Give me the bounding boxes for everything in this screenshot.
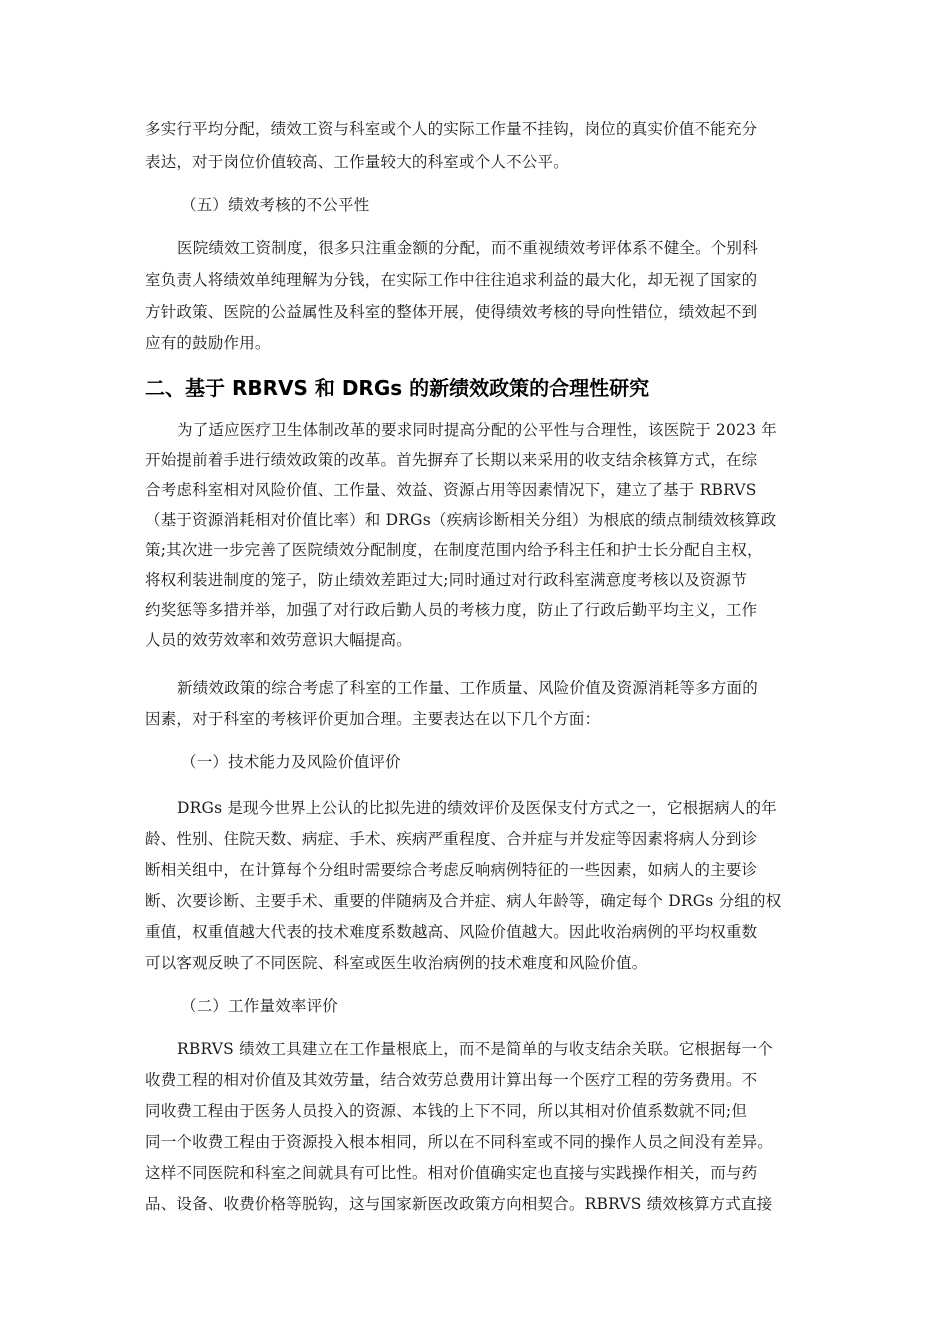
paragraph-line: 约奖惩等多措并举，加强了对行政后勤人员的考核力度，防止了行政后勤平均主义，工作	[145, 601, 758, 619]
paragraph-line: 表达，对于岗位价值较高、工作量较大的科室或个人不公平。	[145, 153, 569, 171]
paragraph-line: 重值，权重值越大代表的技术难度系数越高、风险价值越大。因此收治病例的平均权重数	[145, 923, 758, 941]
paragraph-line: 断相关组中，在计算每个分组时需要综合考虑反响病例特征的一些因素，如病人的主要诊	[145, 861, 758, 879]
paragraph-line: 收费工程的相对价值及其效劳量，结合效劳总费用计算出每一个医疗工程的劳务费用。不	[145, 1071, 758, 1089]
paragraph-line: 新绩效政策的综合考虑了科室的工作量、工作质量、风险价值及资源消耗等多方面的	[177, 679, 758, 697]
subheading-5: （五）绩效考核的不公平性	[181, 196, 370, 214]
paragraph-line: DRGs 是现今世界上公认的比拟先进的绩效评价及医保支付方式之一，它根据病人的年	[177, 799, 777, 817]
paragraph-line: 合考虑科室相对风险价值、工作量、效益、资源占用等因素情况下，建立了基于 RBRVS	[145, 481, 757, 499]
paragraph-line: 品、设备、收费价格等脱钩，这与国家新医改政策方向相契合。RBRVS 绩效核算方式直接	[145, 1195, 773, 1213]
subheading-1: （一）技术能力及风险价值评价	[181, 753, 401, 771]
paragraph-line: 可以客观反映了不同医院、科室或医生收治病例的技术难度和风险价值。	[145, 954, 648, 972]
paragraph-line: 同收费工程由于医务人员投入的资源、本钱的上下不同，所以其相对价值系数就不同;但	[145, 1102, 748, 1120]
paragraph-line: 同一个收费工程由于资源投入根本相同，所以在不同科室或不同的操作人员之间没有差异。	[145, 1133, 774, 1151]
paragraph-line: 龄、性别、住院天数、病症、手术、疾病严重程度、合并症与并发症等因素将病人分到诊	[145, 830, 758, 848]
paragraph-line: 这样不同医院和科室之间就具有可比性。相对价值确实定也直接与实践操作相关，而与药	[145, 1164, 758, 1182]
section-heading: 二、基于 RBRVS 和 DRGs 的新绩效政策的合理性研究	[145, 376, 650, 400]
paragraph-line: 方针政策、医院的公益属性及科室的整体开展，使得绩效考核的导向性错位，绩效起不到	[145, 303, 758, 321]
paragraph-line: 因素，对于科室的考核评价更加合理。主要表达在以下几个方面：	[145, 710, 601, 728]
paragraph-line: 医院绩效工资制度，很多只注重金额的分配，而不重视绩效考评体系不健全。个别科	[177, 239, 758, 257]
paragraph-line: 策;其次进一步完善了医院绩效分配制度，在制度范围内给予科主任和护士长分配自主权，	[145, 541, 763, 559]
paragraph-line: 开始提前着手进行绩效政策的改革。首先摒弃了长期以来采用的收支结余核算方式，在综	[145, 451, 758, 469]
paragraph-line: RBRVS 绩效工具建立在工作量根底上，而不是简单的与收支结余关联。它根据每一个	[177, 1040, 773, 1058]
subheading-2: （二）工作量效率评价	[181, 997, 339, 1015]
paragraph-line: 多实行平均分配，绩效工资与科室或个人的实际工作量不挂钩，岗位的真实价值不能充分	[145, 120, 758, 138]
paragraph-line: （基于资源消耗相对价值比率）和 DRGs（疾病诊断相关分组）为根底的绩点制绩效核算政	[145, 511, 777, 529]
paragraph-line: 为了适应医疗卫生体制改革的要求同时提高分配的公平性与合理性，该医院于 2023 年	[177, 421, 778, 439]
paragraph-line: 人员的效劳效率和效劳意识大幅提高。	[145, 631, 412, 649]
paragraph-line: 应有的鼓励作用。	[145, 334, 271, 352]
paragraph-line: 将权利装进制度的笼子，防止绩效差距过大;同时通过对行政科室满意度考核以及资源节	[145, 571, 748, 589]
paragraph-line: 断、次要诊断、主要手术、重要的伴随病及合并症、病人年龄等，确定每个 DRGs 分组的权	[145, 892, 782, 910]
paragraph-line: 室负责人将绩效单纯理解为分钱，在实际工作中往往追求利益的最大化，却无视了国家的	[145, 271, 758, 289]
